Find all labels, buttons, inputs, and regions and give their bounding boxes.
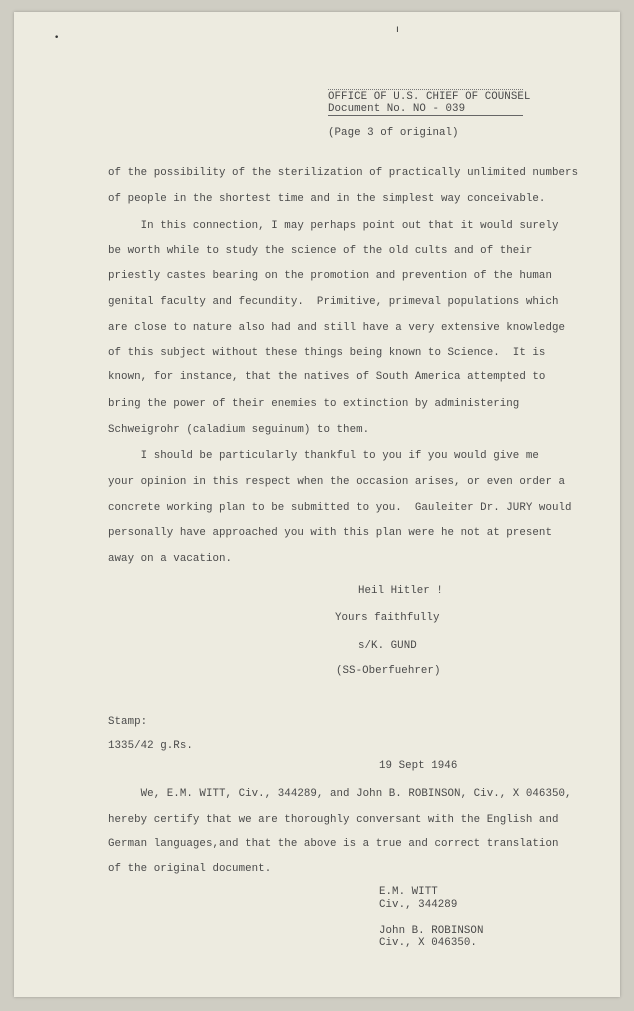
certification-line: of the original document. <box>108 863 272 875</box>
document-number: Document No. NO - 039 <box>328 103 523 116</box>
closing-valediction: Yours faithfully <box>335 612 440 624</box>
body-line: I should be particularly thankful to you if you would give me <box>108 450 539 462</box>
signer-id: Civ., X 046350. <box>379 937 477 949</box>
body-line: priestly castes bearing on the promotion and prevention of the human <box>108 270 552 282</box>
certification-line: hereby certify that we are thoroughly conversant with the English and <box>108 814 559 826</box>
body-line: known, for instance, that the natives of South America attempted to <box>108 371 546 383</box>
body-line: of people in the shortest time and in the simplest way conceivable. <box>108 193 546 205</box>
body-line: bring the power of their enemies to extinction by administering <box>108 398 520 410</box>
signer-name: John B. ROBINSON <box>379 925 484 937</box>
body-line: In this connection, I may perhaps point out that it would surely <box>108 220 559 232</box>
certification-date: 19 Sept 1946 <box>379 760 458 772</box>
body-line: away on a vacation. <box>108 553 233 565</box>
body-line: be worth while to study the science of the old cults and of their <box>108 245 533 257</box>
signer-id: Civ., 344289 <box>379 899 458 911</box>
body-line: of the possibility of the sterilization of practically unlimited numbers <box>108 167 579 179</box>
closing-signature: s/K. GUND <box>358 640 417 652</box>
body-line: personally have approached you with this plan were he not at present <box>108 527 552 539</box>
body-line: of this subject without these things being known to Science. It is <box>108 347 546 359</box>
body-line: are close to nature also had and still have a very extensive knowledge <box>108 322 566 334</box>
closing-rank: (SS-Oberfuehrer) <box>336 665 441 677</box>
page-note: (Page 3 of original) <box>328 127 459 139</box>
ink-mark: ı <box>396 24 399 35</box>
stamp-value: 1335/42 g.Rs. <box>108 740 193 752</box>
stamp-label: Stamp: <box>108 716 148 728</box>
body-line: concrete working plan to be submitted to you. Gauleiter Dr. JURY would <box>108 502 572 514</box>
closing-salute: Heil Hitler ! <box>358 585 443 597</box>
body-line: your opinion in this respect when the occasion arises, or even order a <box>108 476 566 488</box>
certification-line: We, E.M. WITT, Civ., 344289, and John B. ROBINSON, Civ., X 046350, <box>108 788 572 800</box>
ink-mark: • <box>54 33 60 43</box>
certification-line: German languages,and that the above is a true and correct translation <box>108 838 559 850</box>
office-heading: OFFICE OF U.S. CHIEF OF COUNSEL <box>328 91 531 103</box>
header-rule <box>328 89 523 90</box>
signer-name: E.M. WITT <box>379 886 438 898</box>
body-line: Schweigrohr (caladium seguinum) to them. <box>108 424 370 436</box>
body-line: genital faculty and fecundity. Primitive, primeval populations which <box>108 296 559 308</box>
